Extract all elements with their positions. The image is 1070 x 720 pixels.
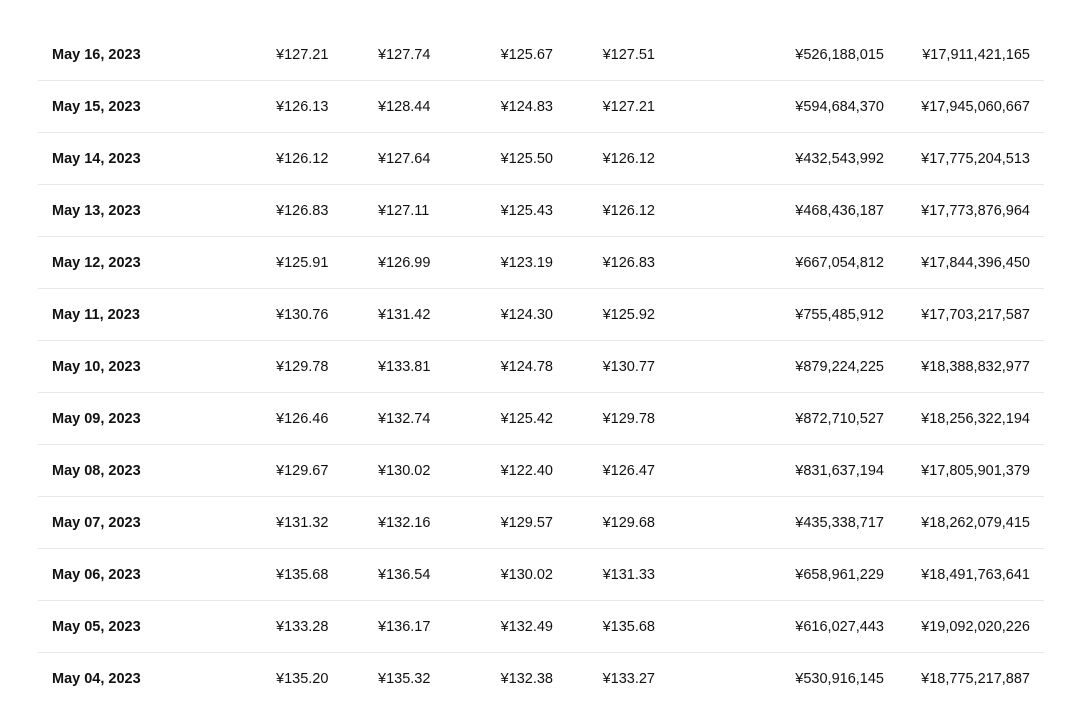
cell-date: May 10, 2023 — [38, 341, 276, 393]
cell-market-cap: ¥17,911,421,165 — [884, 29, 1044, 81]
cell-low: ¥124.83 — [480, 81, 553, 133]
cell-high: ¥126.99 — [378, 237, 480, 289]
table-row — [38, 29, 1044, 81]
cell-low: ¥132.38 — [500, 670, 553, 687]
cell-date: May 11, 2023 — [38, 289, 276, 341]
cell-low: ¥132.49 — [480, 601, 553, 653]
cell-open: ¥126.13 — [276, 81, 378, 133]
cell-close: ¥125.92 — [553, 289, 655, 341]
cell-volume: ¥879,224,225 — [655, 341, 884, 393]
cell-close: ¥130.77 — [553, 341, 655, 393]
cell-open: ¥127.21 — [276, 29, 378, 81]
cell-market-cap: ¥17,775,204,513 — [884, 133, 1044, 185]
cell-close: ¥126.12 — [553, 185, 655, 237]
cell-close: ¥126.12 — [553, 133, 655, 185]
cell-low: ¥129.57 — [480, 497, 553, 549]
cell-open: ¥131.32 — [276, 497, 378, 549]
cell-date: May 04, 2023 — [52, 670, 141, 687]
cell-high: ¥135.32 — [378, 670, 431, 687]
cell-high: ¥132.74 — [378, 393, 480, 445]
cell-close: ¥131.33 — [553, 549, 655, 601]
cell-market-cap: ¥17,703,217,587 — [884, 289, 1044, 341]
cell-high: ¥130.02 — [378, 445, 480, 497]
cell-open: ¥133.28 — [276, 601, 378, 653]
cell-close: ¥135.68 — [553, 601, 655, 653]
cell-volume: ¥755,485,912 — [655, 289, 884, 341]
cell-low: ¥130.02 — [480, 549, 553, 601]
table-row — [38, 81, 1044, 133]
table-row — [38, 341, 1044, 393]
cell-date: May 09, 2023 — [38, 393, 276, 445]
cell-market-cap: ¥18,256,322,194 — [884, 393, 1044, 445]
table-row — [38, 289, 1044, 341]
cell-high: ¥136.17 — [378, 601, 480, 653]
cell-date: May 14, 2023 — [38, 133, 276, 185]
table-row — [38, 445, 1044, 497]
cell-close: ¥133.27 — [602, 670, 655, 687]
table-row — [38, 133, 1044, 185]
cell-high: ¥132.16 — [378, 497, 480, 549]
table-row — [38, 393, 1044, 445]
cell-high: ¥127.64 — [378, 133, 480, 185]
cell-open: ¥126.46 — [276, 393, 378, 445]
cell-low: ¥125.67 — [480, 29, 553, 81]
cell-volume: ¥658,961,229 — [655, 549, 884, 601]
cell-low: ¥125.42 — [480, 393, 553, 445]
cell-market-cap: ¥19,092,020,226 — [884, 601, 1044, 653]
table-row — [38, 185, 1044, 237]
cell-market-cap: ¥18,388,832,977 — [884, 341, 1044, 393]
table-row — [38, 237, 1044, 289]
table-row — [38, 653, 1044, 705]
cell-low: ¥125.50 — [480, 133, 553, 185]
cell-market-cap: ¥18,491,763,641 — [884, 549, 1044, 601]
cell-date: May 12, 2023 — [38, 237, 276, 289]
cell-open: ¥126.83 — [276, 185, 378, 237]
table-row — [38, 497, 1044, 549]
cell-market-cap: ¥17,945,060,667 — [884, 81, 1044, 133]
cell-volume: ¥667,054,812 — [655, 237, 884, 289]
cell-high: ¥133.81 — [378, 341, 480, 393]
cell-close: ¥126.47 — [553, 445, 655, 497]
table-row — [38, 549, 1044, 601]
cell-close: ¥127.21 — [553, 81, 655, 133]
cell-high: ¥128.44 — [378, 81, 480, 133]
cell-open: ¥126.12 — [276, 133, 378, 185]
cell-low: ¥124.78 — [480, 341, 553, 393]
cell-high: ¥136.54 — [378, 549, 480, 601]
cell-high: ¥131.42 — [378, 289, 480, 341]
cell-volume: ¥468,436,187 — [655, 185, 884, 237]
cell-close: ¥126.83 — [553, 237, 655, 289]
cell-open: ¥129.67 — [276, 445, 378, 497]
cell-open: ¥129.78 — [276, 341, 378, 393]
cell-date: May 15, 2023 — [38, 81, 276, 133]
table-row — [38, 601, 1044, 653]
cell-close: ¥129.68 — [553, 497, 655, 549]
cell-market-cap: ¥17,773,876,964 — [884, 185, 1044, 237]
cell-low: ¥122.40 — [480, 445, 553, 497]
price-history-table — [38, 29, 1044, 704]
cell-volume: ¥435,338,717 — [655, 497, 884, 549]
cell-date: May 13, 2023 — [38, 185, 276, 237]
cell-volume: ¥530,916,145 — [795, 670, 884, 687]
cell-volume: ¥872,710,527 — [655, 393, 884, 445]
cell-high: ¥127.74 — [378, 29, 480, 81]
cell-date: May 07, 2023 — [38, 497, 276, 549]
cell-open: ¥130.76 — [276, 289, 378, 341]
cell-date: May 05, 2023 — [38, 601, 276, 653]
cell-market-cap: ¥17,805,901,379 — [884, 445, 1044, 497]
cell-date: May 16, 2023 — [38, 29, 276, 81]
cell-volume: ¥526,188,015 — [655, 29, 884, 81]
cell-open: ¥135.68 — [276, 549, 378, 601]
cell-market-cap: ¥17,844,396,450 — [884, 237, 1044, 289]
cell-volume: ¥831,637,194 — [655, 445, 884, 497]
cell-low: ¥125.43 — [480, 185, 553, 237]
cell-date: May 06, 2023 — [38, 549, 276, 601]
cell-close: ¥129.78 — [553, 393, 655, 445]
cell-low: ¥124.30 — [480, 289, 553, 341]
cell-volume: ¥594,684,370 — [655, 81, 884, 133]
cell-open: ¥135.20 — [276, 670, 329, 687]
cell-open: ¥125.91 — [276, 237, 378, 289]
cell-volume: ¥432,543,992 — [655, 133, 884, 185]
cell-close: ¥127.51 — [553, 29, 655, 81]
cell-date: May 08, 2023 — [38, 445, 276, 497]
price-history-rows — [38, 29, 1044, 704]
cell-market-cap: ¥18,262,079,415 — [884, 497, 1044, 549]
cell-low: ¥123.19 — [480, 237, 553, 289]
cell-high: ¥127.11 — [378, 185, 480, 237]
cell-market-cap: ¥18,775,217,887 — [921, 670, 1030, 687]
cell-volume: ¥616,027,443 — [655, 601, 884, 653]
